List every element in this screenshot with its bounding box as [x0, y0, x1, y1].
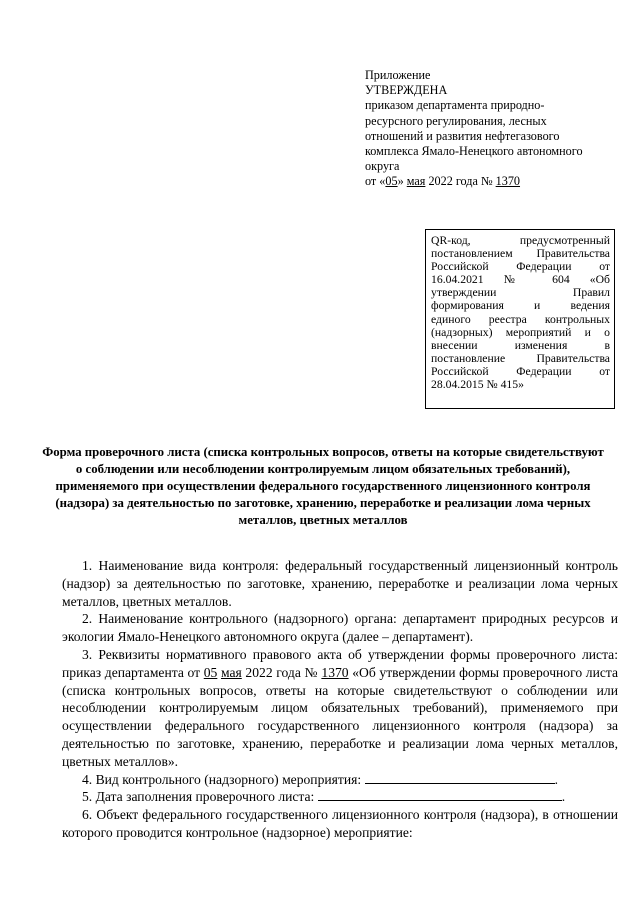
fill-date-blank-line[interactable] — [318, 789, 562, 801]
item-5-end: . — [561, 789, 566, 805]
approved-label: УТВЕРЖДЕНА — [365, 83, 448, 98]
qr-note-line: единого реестра контрольных — [431, 312, 610, 326]
qr-note-line: утверждении Правил — [431, 286, 610, 300]
qr-note-line: (надзорных) мероприятий и о — [431, 325, 610, 339]
approval-line: округа — [365, 159, 400, 174]
form-title: Форма проверочного листа (списка контрольных вопросов, ответы на которые свидетельствуют о соблюдении или несоблюдении контролируемым лицом обязательных требований), применяемого при осуществлении федерального государственного лицензионного контроля (надзора) за деятельностью по заготовке, хранению, переработке и реализации лома черных металлов, цветных металлов — [42, 445, 604, 527]
control-type-blank-line[interactable] — [365, 772, 555, 784]
date-month: мая — [406, 174, 426, 189]
item-4-end: . — [554, 771, 558, 787]
item-1: 1. Наименование вида контроля: федеральный государственный лицензионный контроль (надзор) за деятельностью по заготовке, хранению, переработке и реализации лома черных металлов, цветных металлов. — [62, 558, 618, 609]
qr-note-line: постановление Правительства — [431, 351, 610, 365]
item-2: 2. Наименование контрольного (надзорного) органа: департамент природных ресурсов и экологии Ямало-Ненецкого автономного округа (далее – департамент). — [62, 611, 618, 645]
qr-note-line: 28.04.2015 № 415» — [431, 378, 524, 392]
qr-note-line: 16.04.2021 № 604 «Об — [431, 273, 610, 287]
qr-note-line: QR-код, предусмотренный — [431, 234, 610, 247]
date-mid: » — [397, 174, 407, 189]
approval-line: комплекса Ямало-Ненецкого автономного — [365, 144, 583, 159]
approval-line: отношений и развития нефтегазового — [365, 128, 560, 143]
approval-line: приказом департамента природно- — [365, 98, 545, 113]
qr-code-note — [426, 230, 614, 391]
item-5-label: 5. Дата заполнения проверочного листа: — [82, 789, 318, 805]
approval-line: ресурсного регулирования, лесных — [365, 113, 547, 128]
date-year: 2022 года № — [425, 174, 496, 189]
item-3-month: мая — [220, 664, 242, 680]
form-body — [62, 557, 618, 842]
order-number: 1370 — [495, 174, 521, 189]
qr-note-line: постановлением Правительства — [431, 247, 610, 261]
item-3-number: 1370 — [321, 664, 349, 680]
qr-note-line: формирования и ведения — [431, 299, 610, 313]
item-3-day: 05 — [203, 664, 218, 680]
item-4 — [62, 771, 618, 789]
qr-note-line: Российской Федерации от — [431, 364, 610, 378]
item-3-text-a: 3. Реквизиты нормативного правового акта об утверждении формы проверочного листа: приказ департамента от — [62, 646, 618, 680]
item-3 — [62, 646, 618, 771]
item-6: 6. Объект федерального государственного лицензионного контроля (надзора), в отношении которого проводится контрольное (надзорное) мероприятие: — [62, 807, 618, 840]
qr-code-placeholder-box — [425, 229, 615, 409]
qr-note-line: Российской Федерации от — [431, 260, 610, 274]
approval-block — [365, 68, 615, 190]
date-prefix: от « — [365, 174, 386, 189]
item-4-label: 4. Вид контрольного (надзорного) мероприятия: — [82, 771, 365, 787]
item-3-text-b: «Об утверждении формы проверочного листа (списка контрольных вопросов, ответы на которые свидетельствуют о соблюдении или несоблюдении контролируемым лицом обязательных требований), применяемого при осуществлении федерального государственного лицензионного контроля (надзора) за деятельностью по заготовке, хранению, переработке и реализации лома черных металлов, цветных металлов». — [62, 664, 619, 769]
date-day: 05 — [385, 174, 398, 189]
appendix-label: Приложение — [365, 68, 431, 82]
item-5 — [62, 788, 618, 806]
item-3-year: 2022 года № — [241, 664, 322, 680]
approval-date — [365, 174, 615, 189]
qr-note-line: внесении изменения в — [431, 338, 610, 352]
